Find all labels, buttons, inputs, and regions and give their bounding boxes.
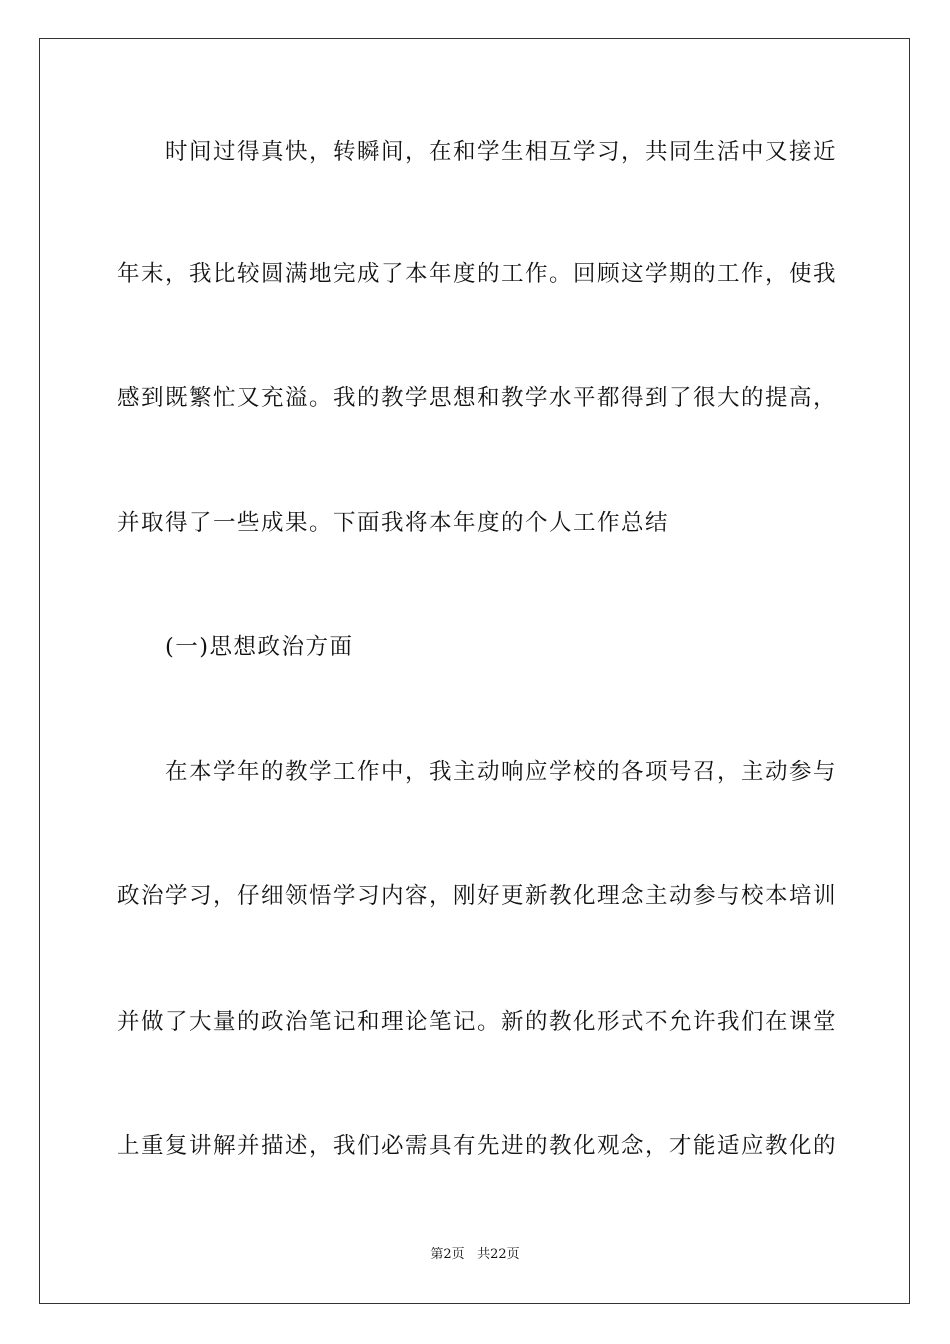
paragraph-line-3: 感到既繁忙又充溢。我的教学思想和教学水平都得到了很大的提高， (117, 385, 838, 411)
paragraph-line-7: 并做了大量的政治笔记和理论笔记。新的教化形式不允许我们在课堂 (117, 1009, 838, 1035)
paragraph-line-4: 并取得了一些成果。下面我将本年度的个人工作总结 (117, 510, 670, 536)
total-pages: 共22页 (477, 1247, 520, 1262)
paragraph-line-6: 政治学习，仔细领悟学习内容，刚好更新教化理念主动参与校本培训 (117, 883, 838, 909)
page-border (39, 38, 910, 1304)
paragraph-line-5: 在本学年的教学工作中，我主动响应学校的各项号召，主动参与 (165, 759, 838, 785)
paragraph-line-2: 年末，我比较圆满地完成了本年度的工作。回顾这学期的工作，使我 (117, 261, 838, 287)
page-number: 第2页 (430, 1247, 465, 1262)
paragraph-line-1: 时间过得真快，转瞬间，在和学生相互学习，共同生活中又接近 (165, 139, 838, 165)
page-footer (0, 1246, 950, 1264)
paragraph-line-8: 上重复讲解并描述，我们必需具有先进的教化观念，才能适应教化的 (117, 1133, 838, 1159)
section-heading: (一)思想政治方面 (165, 634, 354, 660)
